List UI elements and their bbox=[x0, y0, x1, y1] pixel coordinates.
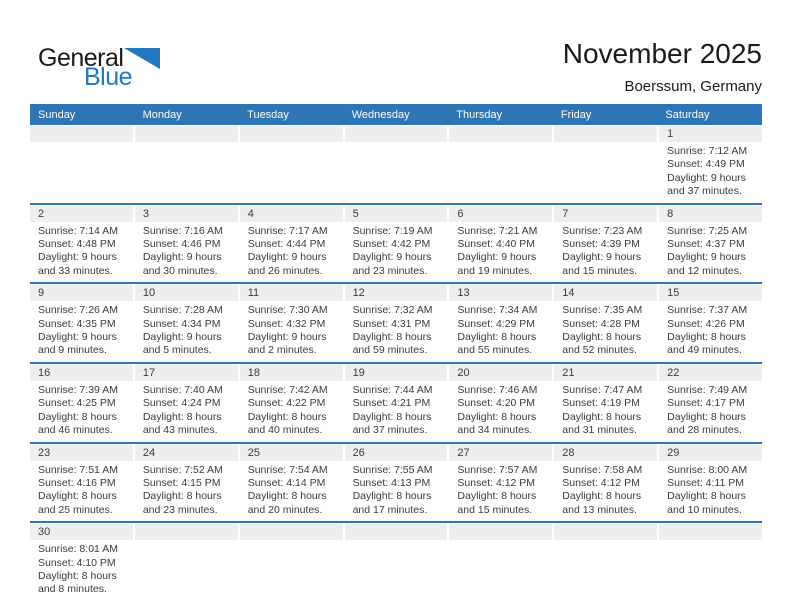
daylight-line1-text: Daylight: 8 hours bbox=[352, 490, 432, 503]
daylight-line2-text: and 31 minutes. bbox=[562, 424, 637, 437]
day-number bbox=[135, 126, 238, 142]
daylight-line2-text: and 33 minutes. bbox=[38, 264, 113, 277]
logo-text-blue: Blue bbox=[84, 63, 133, 91]
daylight-line2-text: and 55 minutes. bbox=[457, 344, 533, 357]
daylight-line1-text: Daylight: 8 hours bbox=[247, 410, 327, 423]
day-cell-empty bbox=[240, 523, 343, 601]
day-cell-empty bbox=[135, 523, 238, 601]
day-number: 18 bbox=[240, 365, 343, 381]
day-number bbox=[554, 126, 657, 142]
daylight-line1-text: Daylight: 8 hours bbox=[457, 490, 537, 503]
day-number: 14 bbox=[554, 285, 657, 301]
day-number: 23 bbox=[30, 445, 133, 461]
day-details bbox=[30, 381, 133, 442]
day-number bbox=[345, 524, 448, 540]
day-details bbox=[554, 461, 657, 522]
day-number bbox=[135, 524, 238, 540]
weekday-saturday: Saturday bbox=[665, 108, 710, 121]
sunset-text: Sunset: 4:16 PM bbox=[38, 476, 116, 489]
daylight-line1-text: Daylight: 8 hours bbox=[667, 490, 746, 503]
daylight-line2-text: and 43 minutes. bbox=[142, 424, 218, 437]
day-number bbox=[240, 524, 343, 540]
daylight-line2-text: and 23 minutes. bbox=[352, 264, 428, 277]
day-number: 2 bbox=[30, 206, 133, 222]
day-number bbox=[449, 524, 552, 540]
daylight-line2-text: and 17 minutes. bbox=[352, 503, 428, 516]
day-details bbox=[135, 461, 238, 522]
daylight-line1-text: Daylight: 8 hours bbox=[667, 410, 746, 423]
sunrise-text: Sunrise: 7:32 AM bbox=[352, 304, 433, 317]
weekday-wednesday: Wednesday bbox=[351, 108, 410, 121]
sunrise-text: Sunrise: 7:37 AM bbox=[667, 304, 748, 317]
day-details bbox=[240, 301, 343, 362]
day-cell-empty bbox=[659, 523, 762, 601]
day-number: 20 bbox=[449, 365, 552, 381]
sunrise-text: Sunrise: 7:23 AM bbox=[562, 224, 643, 237]
day-details bbox=[659, 142, 762, 203]
weekday-header-row bbox=[30, 104, 762, 125]
day-details bbox=[135, 301, 238, 362]
sunrise-text: Sunrise: 7:26 AM bbox=[38, 304, 118, 317]
daylight-line2-text: and 37 minutes. bbox=[352, 424, 428, 437]
day-details bbox=[449, 381, 552, 442]
day-number: 16 bbox=[30, 365, 133, 381]
daylight-line2-text: and 8 minutes. bbox=[38, 583, 107, 596]
sunrise-text: Sunrise: 7:28 AM bbox=[142, 304, 223, 317]
day-details bbox=[345, 461, 448, 522]
daylight-line1-text: Daylight: 9 hours bbox=[667, 251, 746, 264]
day-number bbox=[30, 126, 133, 142]
day-cell bbox=[135, 364, 238, 442]
week-row bbox=[30, 284, 762, 364]
day-details bbox=[659, 301, 762, 362]
sunset-text: Sunset: 4:10 PM bbox=[38, 556, 116, 569]
daylight-line2-text: and 59 minutes. bbox=[352, 344, 428, 357]
day-cell bbox=[345, 284, 448, 362]
sunset-text: Sunset: 4:24 PM bbox=[142, 397, 221, 410]
sunset-text: Sunset: 4:46 PM bbox=[142, 238, 221, 251]
daylight-line2-text: and 2 minutes. bbox=[247, 344, 317, 357]
sunset-text: Sunset: 4:39 PM bbox=[562, 238, 640, 251]
day-details bbox=[659, 222, 762, 283]
day-cell-empty bbox=[554, 125, 657, 203]
day-number: 24 bbox=[135, 445, 238, 461]
day-details bbox=[554, 301, 657, 362]
day-cell bbox=[345, 364, 448, 442]
daylight-line1-text: Daylight: 8 hours bbox=[562, 331, 642, 344]
sunset-text: Sunset: 4:13 PM bbox=[352, 476, 431, 489]
daylight-line1-text: Daylight: 8 hours bbox=[142, 410, 222, 423]
day-details bbox=[449, 222, 552, 283]
daylight-line2-text: and 52 minutes. bbox=[562, 344, 637, 357]
day-cell bbox=[659, 205, 762, 283]
daylight-line2-text: and 40 minutes. bbox=[247, 424, 323, 437]
daylight-line1-text: Daylight: 9 hours bbox=[142, 251, 222, 264]
daylight-line1-text: Daylight: 8 hours bbox=[352, 331, 432, 344]
day-cell bbox=[30, 205, 133, 283]
day-cell bbox=[554, 205, 657, 283]
sunset-text: Sunset: 4:40 PM bbox=[457, 238, 536, 251]
daylight-line2-text: and 15 minutes. bbox=[562, 264, 637, 277]
day-number: 30 bbox=[30, 524, 133, 540]
sunrise-text: Sunrise: 7:21 AM bbox=[457, 224, 538, 237]
day-cell bbox=[449, 444, 552, 522]
sunrise-text: Sunrise: 7:34 AM bbox=[457, 304, 538, 317]
day-number: 13 bbox=[449, 285, 552, 301]
week-row bbox=[30, 523, 762, 601]
day-details bbox=[449, 461, 552, 522]
sunrise-text: Sunrise: 8:01 AM bbox=[38, 543, 118, 556]
day-details bbox=[240, 461, 343, 522]
daylight-line1-text: Daylight: 8 hours bbox=[457, 410, 537, 423]
sunrise-text: Sunrise: 7:54 AM bbox=[247, 463, 328, 476]
day-cell bbox=[135, 205, 238, 283]
day-number: 28 bbox=[554, 445, 657, 461]
day-details bbox=[345, 381, 448, 442]
sunset-text: Sunset: 4:34 PM bbox=[142, 317, 221, 330]
daylight-line1-text: Daylight: 9 hours bbox=[38, 331, 117, 344]
day-details bbox=[554, 381, 657, 442]
day-cell-empty bbox=[345, 125, 448, 203]
day-cell-empty bbox=[345, 523, 448, 601]
weekday-monday: Monday bbox=[142, 108, 182, 121]
daylight-line1-text: Daylight: 9 hours bbox=[352, 251, 432, 264]
day-cell bbox=[30, 284, 133, 362]
day-number: 12 bbox=[345, 285, 448, 301]
day-details bbox=[345, 222, 448, 283]
day-details bbox=[30, 461, 133, 522]
sunrise-text: Sunrise: 7:39 AM bbox=[38, 383, 118, 396]
daylight-line1-text: Daylight: 8 hours bbox=[142, 490, 222, 503]
day-cell-empty bbox=[554, 523, 657, 601]
day-cell bbox=[240, 205, 343, 283]
sunset-text: Sunset: 4:31 PM bbox=[352, 317, 431, 330]
day-number: 3 bbox=[135, 206, 238, 222]
day-details bbox=[30, 222, 133, 283]
calendar-grid bbox=[30, 104, 762, 601]
daylight-line2-text: and 37 minutes. bbox=[667, 185, 742, 198]
sunrise-text: Sunrise: 7:52 AM bbox=[142, 463, 223, 476]
sunrise-text: Sunrise: 7:40 AM bbox=[142, 383, 223, 396]
daylight-line1-text: Daylight: 9 hours bbox=[247, 251, 327, 264]
day-number: 29 bbox=[659, 445, 762, 461]
daylight-line2-text: and 13 minutes. bbox=[562, 503, 637, 516]
daylight-line1-text: Daylight: 8 hours bbox=[38, 490, 117, 503]
day-cell bbox=[659, 284, 762, 362]
sunset-text: Sunset: 4:11 PM bbox=[667, 476, 744, 489]
daylight-line2-text: and 34 minutes. bbox=[457, 424, 533, 437]
day-cell bbox=[30, 444, 133, 522]
sunset-text: Sunset: 4:14 PM bbox=[247, 476, 326, 489]
day-number: 10 bbox=[135, 285, 238, 301]
sunrise-text: Sunrise: 7:44 AM bbox=[352, 383, 433, 396]
day-cell bbox=[554, 284, 657, 362]
sunset-text: Sunset: 4:17 PM bbox=[667, 397, 745, 410]
day-cell bbox=[30, 364, 133, 442]
sunset-text: Sunset: 4:22 PM bbox=[247, 397, 326, 410]
day-details bbox=[554, 222, 657, 283]
daylight-line2-text: and 19 minutes. bbox=[457, 264, 533, 277]
sunrise-text: Sunrise: 7:46 AM bbox=[457, 383, 538, 396]
sunset-text: Sunset: 4:12 PM bbox=[562, 476, 640, 489]
day-cell-empty bbox=[449, 125, 552, 203]
daylight-line1-text: Daylight: 8 hours bbox=[247, 490, 327, 503]
daylight-line2-text: and 20 minutes. bbox=[247, 503, 323, 516]
sunset-text: Sunset: 4:25 PM bbox=[38, 397, 116, 410]
day-cell bbox=[240, 364, 343, 442]
daylight-line2-text: and 23 minutes. bbox=[142, 503, 218, 516]
daylight-line1-text: Daylight: 8 hours bbox=[457, 331, 537, 344]
daylight-line2-text: and 30 minutes. bbox=[142, 264, 218, 277]
day-details bbox=[135, 381, 238, 442]
sunset-text: Sunset: 4:49 PM bbox=[667, 158, 745, 171]
sunset-text: Sunset: 4:15 PM bbox=[142, 476, 221, 489]
day-cell-empty bbox=[30, 125, 133, 203]
day-details bbox=[30, 540, 133, 601]
calendar-weeks bbox=[30, 125, 762, 601]
day-details bbox=[240, 222, 343, 283]
daylight-line1-text: Daylight: 8 hours bbox=[38, 569, 117, 582]
day-number: 8 bbox=[659, 206, 762, 222]
daylight-line1-text: Daylight: 9 hours bbox=[247, 331, 327, 344]
week-row bbox=[30, 125, 762, 205]
sunrise-text: Sunrise: 7:19 AM bbox=[352, 224, 433, 237]
day-cell bbox=[554, 364, 657, 442]
day-details bbox=[135, 222, 238, 283]
week-row bbox=[30, 364, 762, 444]
day-cell bbox=[659, 364, 762, 442]
day-number: 1 bbox=[659, 126, 762, 142]
sunset-text: Sunset: 4:48 PM bbox=[38, 238, 116, 251]
sunset-text: Sunset: 4:21 PM bbox=[352, 397, 431, 410]
day-cell bbox=[135, 444, 238, 522]
sunset-text: Sunset: 4:26 PM bbox=[667, 317, 745, 330]
day-cell-empty bbox=[240, 125, 343, 203]
title-block bbox=[563, 38, 762, 95]
day-details bbox=[449, 301, 552, 362]
day-number: 4 bbox=[240, 206, 343, 222]
daylight-line1-text: Daylight: 9 hours bbox=[562, 251, 642, 264]
sunset-text: Sunset: 4:32 PM bbox=[247, 317, 326, 330]
sunrise-text: Sunrise: 7:30 AM bbox=[247, 304, 328, 317]
daylight-line1-text: Daylight: 9 hours bbox=[667, 171, 746, 184]
sunrise-text: Sunrise: 7:25 AM bbox=[667, 224, 748, 237]
daylight-line2-text: and 46 minutes. bbox=[38, 424, 113, 437]
day-number bbox=[659, 524, 762, 540]
day-number: 15 bbox=[659, 285, 762, 301]
sunrise-text: Sunrise: 7:55 AM bbox=[352, 463, 433, 476]
sunrise-text: Sunrise: 7:16 AM bbox=[142, 224, 223, 237]
day-cell bbox=[135, 284, 238, 362]
sunrise-text: Sunrise: 7:49 AM bbox=[667, 383, 748, 396]
day-cell bbox=[30, 523, 133, 601]
sunrise-text: Sunrise: 7:12 AM bbox=[667, 145, 748, 157]
day-cell bbox=[554, 444, 657, 522]
weekday-tuesday: Tuesday bbox=[247, 108, 289, 121]
daylight-line1-text: Daylight: 8 hours bbox=[667, 331, 746, 344]
day-cell bbox=[449, 284, 552, 362]
daylight-line2-text: and 25 minutes. bbox=[38, 503, 113, 516]
day-cell bbox=[659, 125, 762, 203]
weekday-friday: Friday bbox=[560, 108, 592, 121]
day-number: 11 bbox=[240, 285, 343, 301]
day-number: 22 bbox=[659, 365, 762, 381]
day-number bbox=[240, 126, 343, 142]
daylight-line2-text: and 12 minutes. bbox=[667, 264, 742, 277]
day-cell bbox=[449, 364, 552, 442]
day-number: 21 bbox=[554, 365, 657, 381]
sunset-text: Sunset: 4:12 PM bbox=[457, 476, 536, 489]
day-number: 26 bbox=[345, 445, 448, 461]
sunrise-text: Sunrise: 7:17 AM bbox=[247, 224, 328, 237]
day-number: 6 bbox=[449, 206, 552, 222]
week-row bbox=[30, 205, 762, 285]
daylight-line2-text: and 9 minutes. bbox=[38, 344, 107, 357]
sunrise-text: Sunrise: 7:47 AM bbox=[562, 383, 643, 396]
page-subtitle: Boerssum, Germany bbox=[624, 78, 762, 95]
sunset-text: Sunset: 4:19 PM bbox=[562, 397, 640, 410]
daylight-line1-text: Daylight: 8 hours bbox=[38, 410, 117, 423]
sunrise-text: Sunrise: 7:58 AM bbox=[562, 463, 643, 476]
week-row bbox=[30, 444, 762, 524]
day-number: 9 bbox=[30, 285, 133, 301]
sunrise-text: Sunrise: 7:35 AM bbox=[562, 304, 643, 317]
day-cell bbox=[240, 444, 343, 522]
sunrise-text: Sunrise: 7:57 AM bbox=[457, 463, 538, 476]
day-details bbox=[659, 461, 762, 522]
sunset-text: Sunset: 4:42 PM bbox=[352, 238, 431, 251]
sunset-text: Sunset: 4:28 PM bbox=[562, 317, 640, 330]
day-number: 25 bbox=[240, 445, 343, 461]
sunrise-text: Sunrise: 7:51 AM bbox=[38, 463, 118, 476]
day-number bbox=[554, 524, 657, 540]
day-details bbox=[659, 381, 762, 442]
daylight-line2-text: and 5 minutes. bbox=[142, 344, 212, 357]
day-number bbox=[449, 126, 552, 142]
day-number: 17 bbox=[135, 365, 238, 381]
sunset-text: Sunset: 4:37 PM bbox=[667, 238, 745, 251]
day-number: 19 bbox=[345, 365, 448, 381]
sunrise-text: Sunrise: 7:42 AM bbox=[247, 383, 328, 396]
weekday-thursday: Thursday bbox=[456, 108, 503, 121]
sunrise-text: Sunrise: 7:14 AM bbox=[38, 224, 118, 237]
day-cell bbox=[345, 444, 448, 522]
daylight-line2-text: and 26 minutes. bbox=[247, 264, 323, 277]
sunrise-text: Sunrise: 8:00 AM bbox=[667, 463, 748, 476]
day-number: 27 bbox=[449, 445, 552, 461]
day-cell bbox=[345, 205, 448, 283]
sunset-text: Sunset: 4:35 PM bbox=[38, 317, 116, 330]
daylight-line2-text: and 10 minutes. bbox=[667, 503, 742, 516]
daylight-line1-text: Daylight: 8 hours bbox=[562, 490, 642, 503]
sunset-text: Sunset: 4:20 PM bbox=[457, 397, 536, 410]
page-title: November 2025 bbox=[562, 38, 762, 69]
sunset-text: Sunset: 4:29 PM bbox=[457, 317, 536, 330]
day-details bbox=[345, 301, 448, 362]
day-details bbox=[240, 381, 343, 442]
day-cell bbox=[240, 284, 343, 362]
daylight-line2-text: and 28 minutes. bbox=[667, 424, 742, 437]
logo-text-general: General bbox=[38, 44, 124, 72]
day-cell-empty bbox=[449, 523, 552, 601]
daylight-line1-text: Daylight: 8 hours bbox=[352, 410, 432, 423]
daylight-line1-text: Daylight: 9 hours bbox=[457, 251, 537, 264]
daylight-line1-text: Daylight: 9 hours bbox=[142, 331, 222, 344]
general-blue-logo bbox=[38, 46, 160, 90]
day-cell-empty bbox=[135, 125, 238, 203]
sunset-text: Sunset: 4:44 PM bbox=[247, 238, 326, 251]
day-number: 7 bbox=[554, 206, 657, 222]
weekday-sunday: Sunday bbox=[38, 108, 76, 121]
day-cell bbox=[449, 205, 552, 283]
day-number bbox=[345, 126, 448, 142]
daylight-line1-text: Daylight: 8 hours bbox=[562, 410, 642, 423]
day-cell bbox=[659, 444, 762, 522]
daylight-line1-text: Daylight: 9 hours bbox=[38, 251, 117, 264]
day-number: 5 bbox=[345, 206, 448, 222]
daylight-line2-text: and 49 minutes. bbox=[667, 344, 742, 357]
daylight-line2-text: and 15 minutes. bbox=[457, 503, 533, 516]
day-details bbox=[30, 301, 133, 362]
